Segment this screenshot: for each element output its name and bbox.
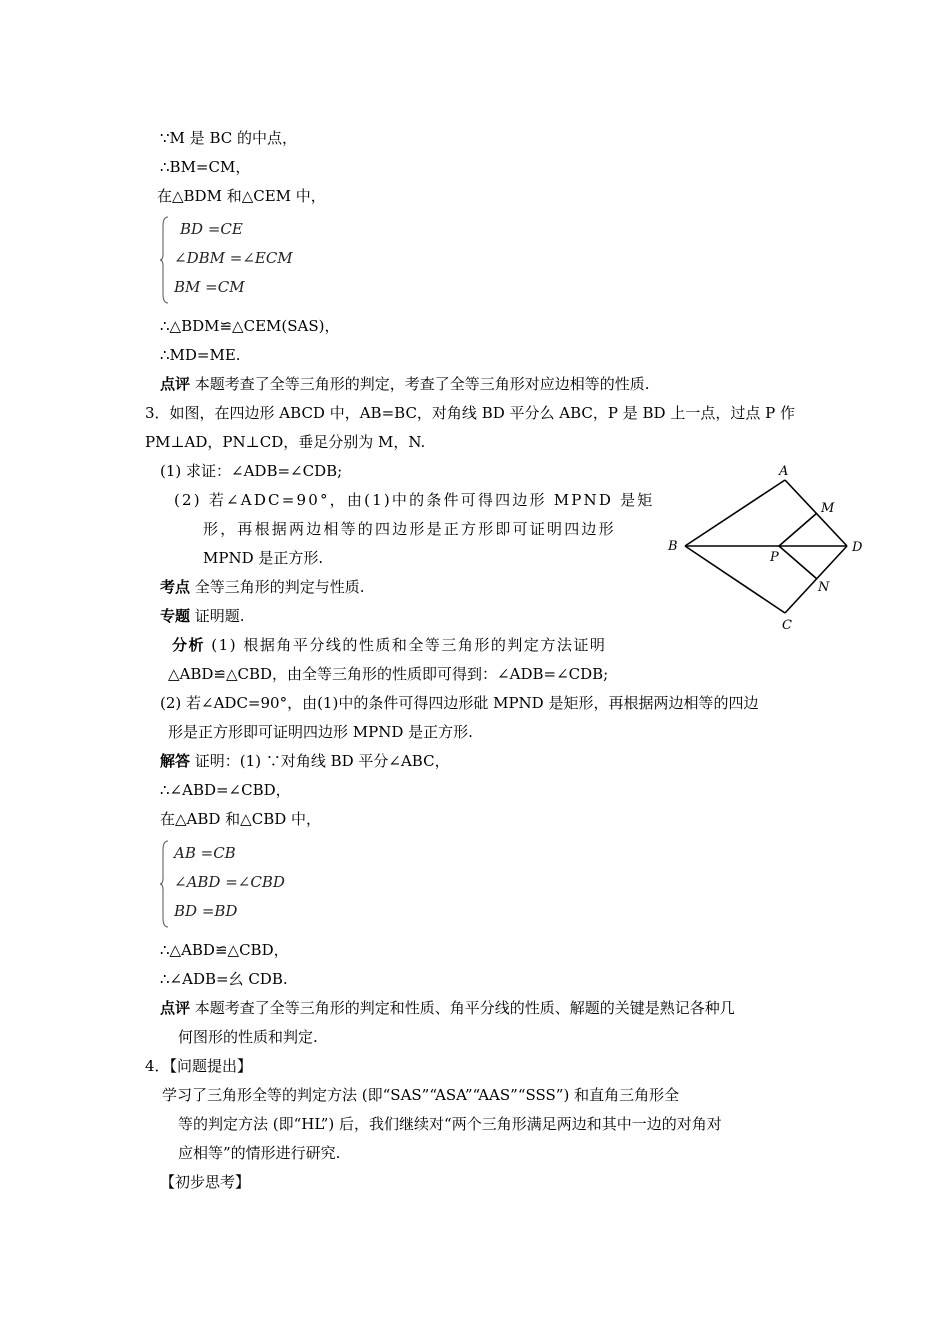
segment-pn xyxy=(779,546,817,579)
topic-line xyxy=(160,577,365,597)
tag-label: 分析 xyxy=(172,636,206,654)
line: ∴MD=ME. xyxy=(160,346,241,364)
line: 等的判定方法 (即“HL”) 后，我们继续对“两个三角形满足两边和其中一边的对角对 xyxy=(178,1115,722,1133)
equation-row: BD =CE xyxy=(180,220,243,238)
line: ∴BM=CM， xyxy=(160,158,251,176)
equation-system-2 xyxy=(160,840,360,930)
label-b: B xyxy=(668,539,678,554)
line: ∴∠ADB=幺 CDB. xyxy=(160,970,288,988)
line: 形是正方形即可证明四边形 MPND 是正方形. xyxy=(168,723,473,741)
comment-line xyxy=(160,374,650,394)
line: ∴∠ABD=∠CBD， xyxy=(160,781,291,799)
line: 在△ABD 和△CBD 中， xyxy=(160,810,322,828)
line: 【初步思考】 xyxy=(160,1173,251,1191)
line: 在△BDM 和△CEM 中， xyxy=(157,187,326,205)
answer-line xyxy=(160,751,450,771)
comment-line xyxy=(160,998,735,1018)
line: ∴△ABD≌△CBD， xyxy=(160,941,289,959)
segment-ab xyxy=(685,480,785,546)
equation-row: BD =BD xyxy=(174,902,238,920)
tag-label: 解答 xyxy=(160,752,191,770)
equation-row: ∠DBM =∠ECM xyxy=(174,249,293,267)
equation-row: AB =CB xyxy=(174,844,236,862)
line: MPND 是正方形. xyxy=(203,549,324,567)
text: 本题考查了全等三角形的判定，考查了全等三角形对应边相等的性质. xyxy=(194,375,650,393)
label-p: P xyxy=(770,550,779,565)
tag-label: 点评 xyxy=(160,375,191,393)
problem-3-heading: 3．如图，在四边形 ABCD 中，AB=BC，对角线 BD 平分么 ABC，P 是 BD 上一点，过点 P 作 xyxy=(145,404,795,422)
line: (2) 若∠ADC=90°，由(1)中的条件可得四边形 MPND 是矩 xyxy=(174,491,655,509)
equation-system-1 xyxy=(160,216,360,306)
brace-icon xyxy=(160,840,170,928)
label-a: A xyxy=(779,464,789,479)
line: 形，再根据两边相等的四边形是正方形即可证明四边形 xyxy=(203,520,616,538)
segment-pm xyxy=(779,513,817,546)
label-n: N xyxy=(818,580,830,595)
equation-row: ∠ABD =∠CBD xyxy=(174,873,285,891)
text: 证明题. xyxy=(194,607,245,625)
line: (2) 若∠ADC=90°，由(1)中的条件可得四边形砒 MPND 是矩形，再根据两边相等的四边 xyxy=(160,694,759,712)
segment-cd xyxy=(785,546,847,613)
analysis-line xyxy=(172,635,606,655)
tag-label: 考点 xyxy=(160,578,191,596)
problem-4-heading: 4．【问题提出】 xyxy=(145,1057,253,1075)
brace-icon xyxy=(160,216,170,304)
line: ∴△BDM≌△CEM(SAS)， xyxy=(160,317,340,335)
line: (1) 求证：∠ADB=∠CDB; xyxy=(160,462,343,480)
line: 学习了三角形全等的判定方法 (即“SAS”“ASA”“AAS”“SSS”) 和直角三角形全 xyxy=(162,1086,680,1104)
text: 全等三角形的判定与性质. xyxy=(194,578,365,596)
text: (1) 根据角平分线的性质和全等三角形的判定方法证明 xyxy=(211,636,607,654)
equation-row: BM =CM xyxy=(174,278,245,296)
quadrilateral-figure xyxy=(664,460,874,635)
line: △ABD≌△CBD，由全等三角形的性质即可得到：∠ADB=∠CDB; xyxy=(168,665,609,683)
line: PM⊥AD，PN⊥CD，垂足分别为 M，N. xyxy=(145,433,426,451)
line: ∵M 是 BC 的中点， xyxy=(160,129,297,147)
tag-label: 专题 xyxy=(160,607,191,625)
text: 证明：(1) ∵对角线 BD 平分∠ABC， xyxy=(194,752,450,770)
text: 本题考查了全等三角形的判定和性质、角平分线的性质、解题的关键是熟记各种几 xyxy=(194,999,735,1017)
line: 应相等”的情形进行研究. xyxy=(178,1144,341,1162)
label-m: M xyxy=(821,501,835,516)
topic-line xyxy=(160,606,245,626)
label-c: C xyxy=(782,618,792,633)
line: 何图形的性质和判定. xyxy=(178,1028,318,1046)
tag-label: 点评 xyxy=(160,999,191,1017)
label-d: D xyxy=(852,540,863,555)
